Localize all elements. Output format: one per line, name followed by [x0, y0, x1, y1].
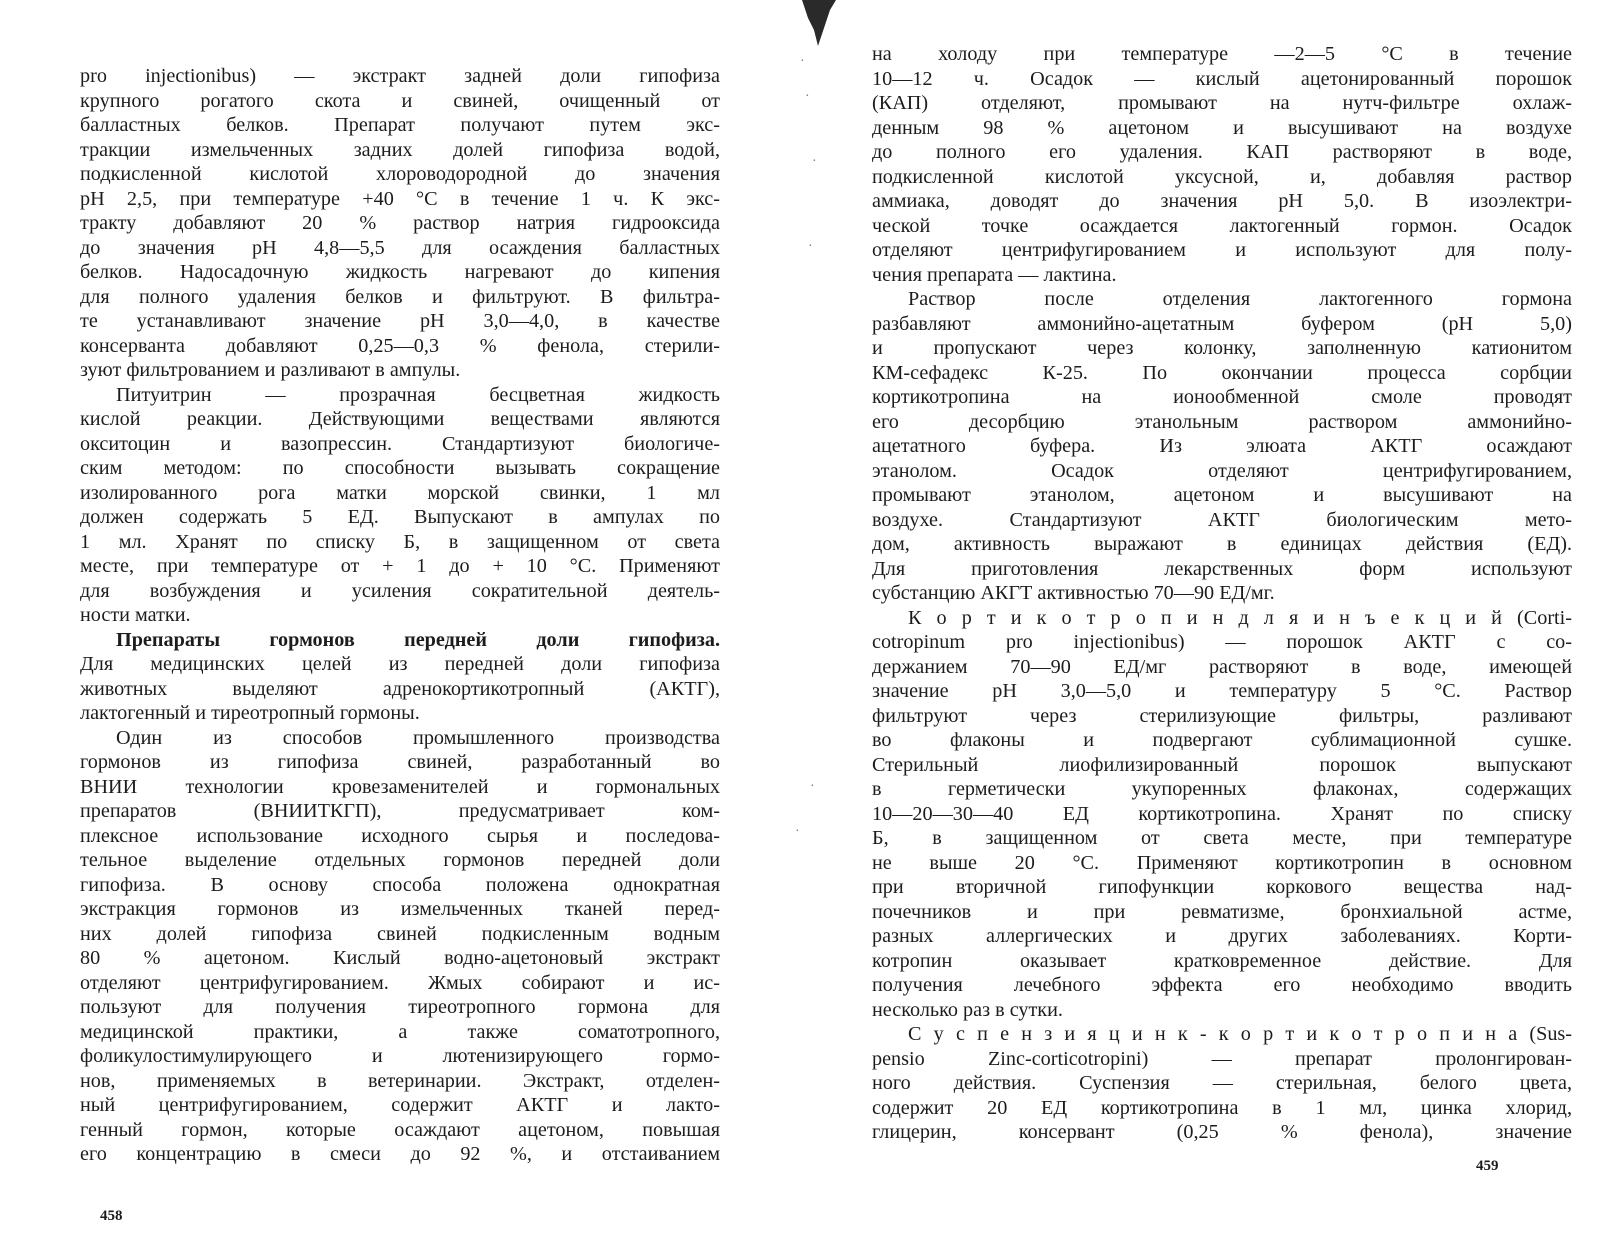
scan-speck: · — [800, 54, 805, 69]
text-line: С у с п е н з и я ц и н к - к о р т и к о т р о п и н а (Sus- — [908, 1023, 1572, 1045]
text-line: кортикотропина на ионообменной смоле проводят — [872, 386, 1572, 408]
text-line: кислой реакции. Действующими веществами являются — [80, 408, 720, 430]
text-line: животных выделяют адренокортикотропный (АКТГ), — [80, 677, 720, 700]
text-line: нов, применяемых в ветеринарии. Экстракт, отделен- — [80, 1069, 720, 1092]
text-line: Один из способов промышленного производства — [116, 726, 720, 749]
text-line: Раствор после отделения лактогенного гормона — [908, 288, 1572, 310]
text-line: pro injectionibus) — экстракт задней доли гипофиза — [80, 65, 720, 87]
text-line: (КАП) отделяют, промывают на нутч-фильтре охлаж- — [872, 92, 1572, 114]
text-line: 10—12 ч. Осадок — кислый ацетонированный порошок — [872, 67, 1572, 90]
text-line: фоликулостимулирующего и лютенизирующего гормо- — [80, 1045, 720, 1067]
text-line: не выше 20 °С. Применяют кортикотропин в основном — [872, 851, 1572, 874]
spine-ink-smudge — [800, 0, 840, 50]
text-line: глицерин, консервант (0,25 % фенола), значение — [872, 1121, 1572, 1143]
text-line: разных аллергических и других заболеваниях. Корти- — [872, 925, 1572, 947]
text-line: его концентрацию в смеси до 92 %, и отстаиванием — [80, 1143, 720, 1165]
text-line: плексное использование исходного сырья и последова- — [80, 824, 720, 847]
text-line: почечников и при ревматизме, бронхиальной астме, — [872, 900, 1572, 923]
text-line: Питуитрин — прозрачная бесцветная жидкость — [116, 383, 720, 406]
text-line: до полного его удаления. КАП растворяют в воде, — [872, 141, 1572, 163]
text-line: медицинской практики, а также соматотропного, — [80, 1020, 720, 1043]
text-line: тракции измельченных задних долей гипофиза водой, — [80, 138, 720, 161]
text-line: 10—20—30—40 ЕД кортикотропина. Хранят по списку — [872, 802, 1572, 825]
right-page — [790, 0, 1601, 1251]
text-line: окситоцин и вазопрессин. Стандартизуют биологиче- — [80, 432, 720, 455]
text-line: К о р т и к о т р о п и н д л я и н ъ е к ц и й (Corti- — [908, 606, 1572, 629]
text-line: консерванта добавляют 0,25—0,3 % фенола, стерили- — [80, 334, 720, 357]
scan-speck: · — [810, 779, 815, 794]
text-line: должен содержать 5 ЕД. Выпускают в ампулах по — [80, 506, 720, 528]
text-line: экстракция гормонов из измельченных тканей перед- — [80, 898, 720, 920]
text-line: Для приготовления лекарственных форм используют — [872, 557, 1572, 580]
text-line: во флаконы и подвергают сублимационной сушке. — [872, 729, 1572, 751]
text-line: месте, при температуре от + 1 до + 10 °С. Применяют — [80, 555, 720, 577]
text-line: держанием 70—90 ЕД/мг растворяют в воде, имеющей — [872, 655, 1572, 678]
scan-speck: · — [805, 89, 810, 104]
right-page-number: 459 — [1476, 1158, 1499, 1174]
text-line: аммиака, доводят до значения pH 5,0. В изоэлектри- — [872, 190, 1572, 212]
text-line: подкисленной кислотой хлороводородной до значения — [80, 163, 720, 185]
text-line: ности матки. — [80, 604, 191, 626]
text-line: pensio Zinc-corticotropini) — препарат пролонгирован- — [872, 1047, 1572, 1070]
text-line: ного действия. Суспензия — стерильная, белого цвета, — [872, 1072, 1572, 1094]
text-line: содержит 20 ЕД кортикотропина в 1 мл, цинка хлорид, — [872, 1096, 1572, 1119]
text-line: ским методом: по способности вызывать сокращение — [80, 457, 720, 479]
text-line: получения лечебного эффекта его необходимо вводить — [872, 974, 1572, 996]
text-line: и пропускают через колонку, заполненную катионитом — [872, 337, 1572, 359]
text-line: чения препарата — лактина. — [872, 263, 1117, 286]
text-line: гормонов из гипофиза свиней, разработанный во — [80, 751, 720, 773]
text-line: денным 98 % ацетоном и высушивают на воздухе — [872, 116, 1572, 139]
text-line: этанолом. Осадок отделяют центрифугированием, — [872, 459, 1572, 482]
text-line: значение pH 3,0—5,0 и температуру 5 °С. Раствор — [872, 680, 1572, 702]
text-line: отделяют центрифугированием и используют для полу- — [872, 239, 1572, 261]
text-line: ный центрифугированием, содержит АКТГ и лакто- — [80, 1094, 720, 1116]
text-line: белков. Надосадочную жидкость нагревают до кипения — [80, 261, 720, 283]
text-line: них долей гипофиза свиней подкисленным водным — [80, 922, 720, 945]
text-line: разбавляют аммонийно-ацетатным буфером (pH 5,0) — [872, 312, 1572, 335]
text-line: для возбуждения и усиления сократительной деятель- — [80, 579, 720, 602]
scan-speck: · — [795, 824, 800, 839]
left-page — [0, 0, 790, 1251]
text-line: в герметически укупоренных флаконах, содержащих — [872, 778, 1572, 800]
text-line: тельное выделение отдельных гормонов передней доли — [80, 849, 720, 871]
text-line: на холоду при температуре —2—5 °С в течение — [872, 43, 1572, 65]
scan-speck: · — [812, 154, 817, 169]
text-line: Б, в защищенном от света месте, при температуре — [872, 827, 1572, 849]
text-line: генный гормон, которые осаждают ацетоном, повышая — [80, 1118, 720, 1141]
text-line: до значения pH 4,8—5,5 для осаждения балластных — [80, 236, 720, 259]
text-line: его десорбцию этанольным раствором аммонийно- — [872, 410, 1572, 433]
text-line: субстанцию АКГТ активностью 70—90 ЕД/мг. — [872, 582, 1275, 604]
text-line: гипофиза. В основу способа положена однократная — [80, 873, 720, 896]
text-line: балластных белков. Препарат получают путем экс- — [80, 114, 720, 136]
text-line: ческой точке осаждается лактогенный гормон. Осадок — [872, 214, 1572, 237]
text-line: для полного удаления белков и фильтруют. В фильтра- — [80, 285, 720, 308]
text-line: зуют фильтрованием и разливают в ампулы. — [80, 359, 461, 381]
text-line: дом, активность выражают в единицах действия (ЕД). — [872, 533, 1572, 555]
text-line: pH 2,5, при температуре +40 °С в течение 1 ч. К экс- — [80, 187, 720, 210]
text-line: 80 % ацетоном. Кислый водно-ацетоновый экстракт — [80, 947, 720, 969]
scan-speck: · — [808, 239, 813, 254]
text-line: подкисленной кислотой уксусной, и, добавляя раствор — [872, 165, 1572, 188]
text-line: котропин оказывает кратковременное действие. Для — [872, 949, 1572, 972]
text-line: тракту добавляют 20 % раствор натрия гидрооксида — [80, 212, 720, 234]
text-line: те устанавливают значение pH 3,0—4,0, в качестве — [80, 310, 720, 332]
text-line: несколько раз в сутки. — [872, 998, 1063, 1021]
text-line: КМ-сефадекс К-25. По окончании процесса сорбции — [872, 361, 1572, 384]
text-line: изолированного рога матки морской свинки, 1 мл — [80, 481, 720, 504]
text-line: ВНИИ технологии кровезаменителей и гормональных — [80, 775, 720, 798]
text-line: отделяют центрифугированием. Жмых собирают и ис- — [80, 971, 720, 994]
right-page-text — [872, 42, 1572, 1145]
text-line: ацетатного буфера. Из элюата АКТГ осаждают — [872, 435, 1572, 457]
left-page-text — [80, 64, 720, 1167]
text-line: 1 мл. Хранят по списку Б, в защищенном от света — [80, 530, 720, 553]
text-line: Препараты гормонов передней доли гипофиза. — [116, 628, 720, 651]
text-line: при вторичной гипофункции коркового вещества над- — [872, 876, 1572, 898]
text-line: Для медицинских целей из передней доли гипофиза — [80, 653, 720, 675]
text-line: воздухе. Стандартизуют АКТГ биологическим мето- — [872, 508, 1572, 531]
text-line: фильтруют через стерилизующие фильтры, разливают — [872, 704, 1572, 727]
text-line: Стерильный лиофилизированный порошок выпускают — [872, 753, 1572, 776]
text-line: препаратов (ВНИИТКГП), предусматривает ком- — [80, 800, 720, 822]
left-page-number: 458 — [100, 1208, 123, 1224]
text-line: лактогенный и тиреотропный гормоны. — [80, 702, 420, 724]
text-line: пользуют для получения тиреотропного гормона для — [80, 996, 720, 1018]
text-line: промывают этанолом, ацетоном и высушивают на — [872, 484, 1572, 506]
text-line: cotropinum pro injectionibus) — порошок АКТГ с со- — [872, 631, 1572, 653]
text-line: крупного рогатого скота и свиней, очищенный от — [80, 89, 720, 112]
